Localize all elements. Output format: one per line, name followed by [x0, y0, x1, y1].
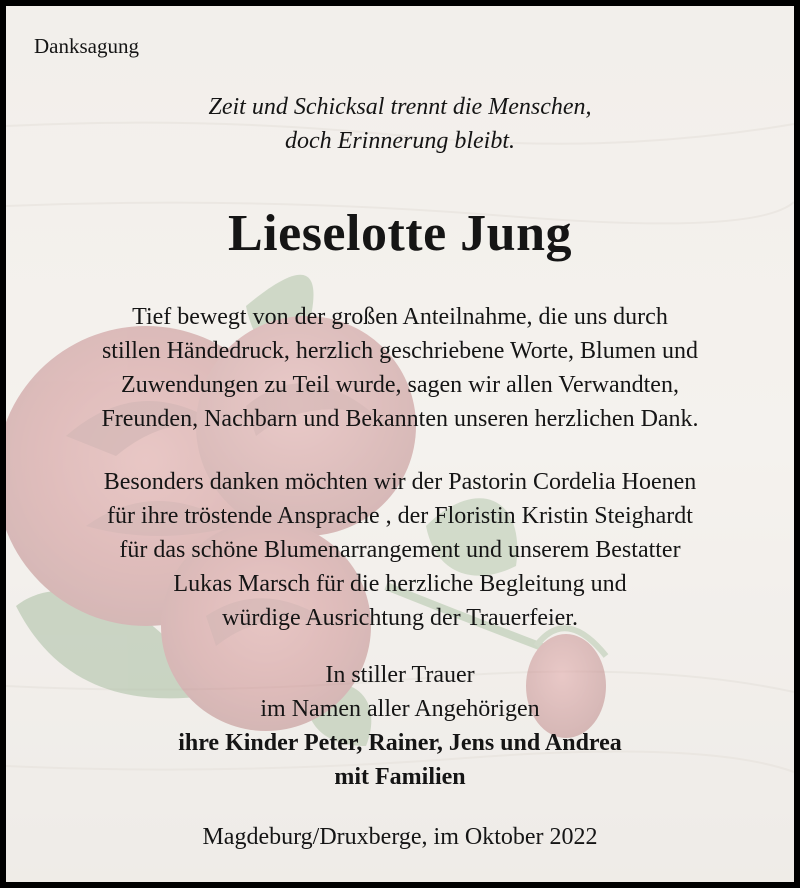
obituary-card	[6, 6, 794, 882]
motto-line: doch Erinnerung bleibt.	[285, 128, 515, 154]
thanks-paragraph	[6, 300, 794, 436]
paragraph-line: Lukas Marsch für die herzliche Begleitung und	[173, 571, 627, 597]
obituary-text	[6, 6, 794, 882]
paragraph-line: für das schöne Blumenarrangement und unserem Bestatter	[119, 537, 681, 563]
special-thanks-paragraph	[6, 465, 794, 635]
closing-block	[6, 658, 794, 794]
paragraph-line: Tief bewegt von der großen Anteilnahme, die uns durch	[132, 304, 668, 330]
signers-line: ihre Kinder Peter, Rainer, Jens und Andrea	[178, 730, 622, 756]
place-date: Magdeburg/Druxberge, im Oktober 2022	[202, 824, 598, 850]
motto-line: Zeit und Schicksal trennt die Menschen,	[208, 94, 592, 120]
header-label: Danksagung	[34, 34, 139, 58]
paragraph-line: Zuwendungen zu Teil wurde, sagen wir allen Verwandten,	[121, 372, 679, 398]
closing-line: In stiller Trauer	[325, 662, 475, 688]
paragraph-line: für ihre tröstende Ansprache , der Floristin Kristin Steighardt	[107, 503, 693, 529]
signers-line: mit Familien	[334, 764, 466, 790]
paragraph-line: Besonders danken möchten wir der Pastorin Cordelia Hoenen	[103, 469, 697, 495]
motto-quote	[6, 90, 794, 158]
paragraph-line: stillen Händedruck, herzlich geschriebene Worte, Blumen und	[101, 338, 699, 364]
paragraph-line: würdige Ausrichtung der Trauerfeier.	[222, 605, 578, 631]
deceased-name: Lieselotte Jung	[227, 205, 573, 262]
paragraph-line: Freunden, Nachbarn und Bekannten unseren herzlichen Dank.	[101, 406, 699, 432]
closing-line: im Namen aller Angehörigen	[260, 696, 540, 722]
